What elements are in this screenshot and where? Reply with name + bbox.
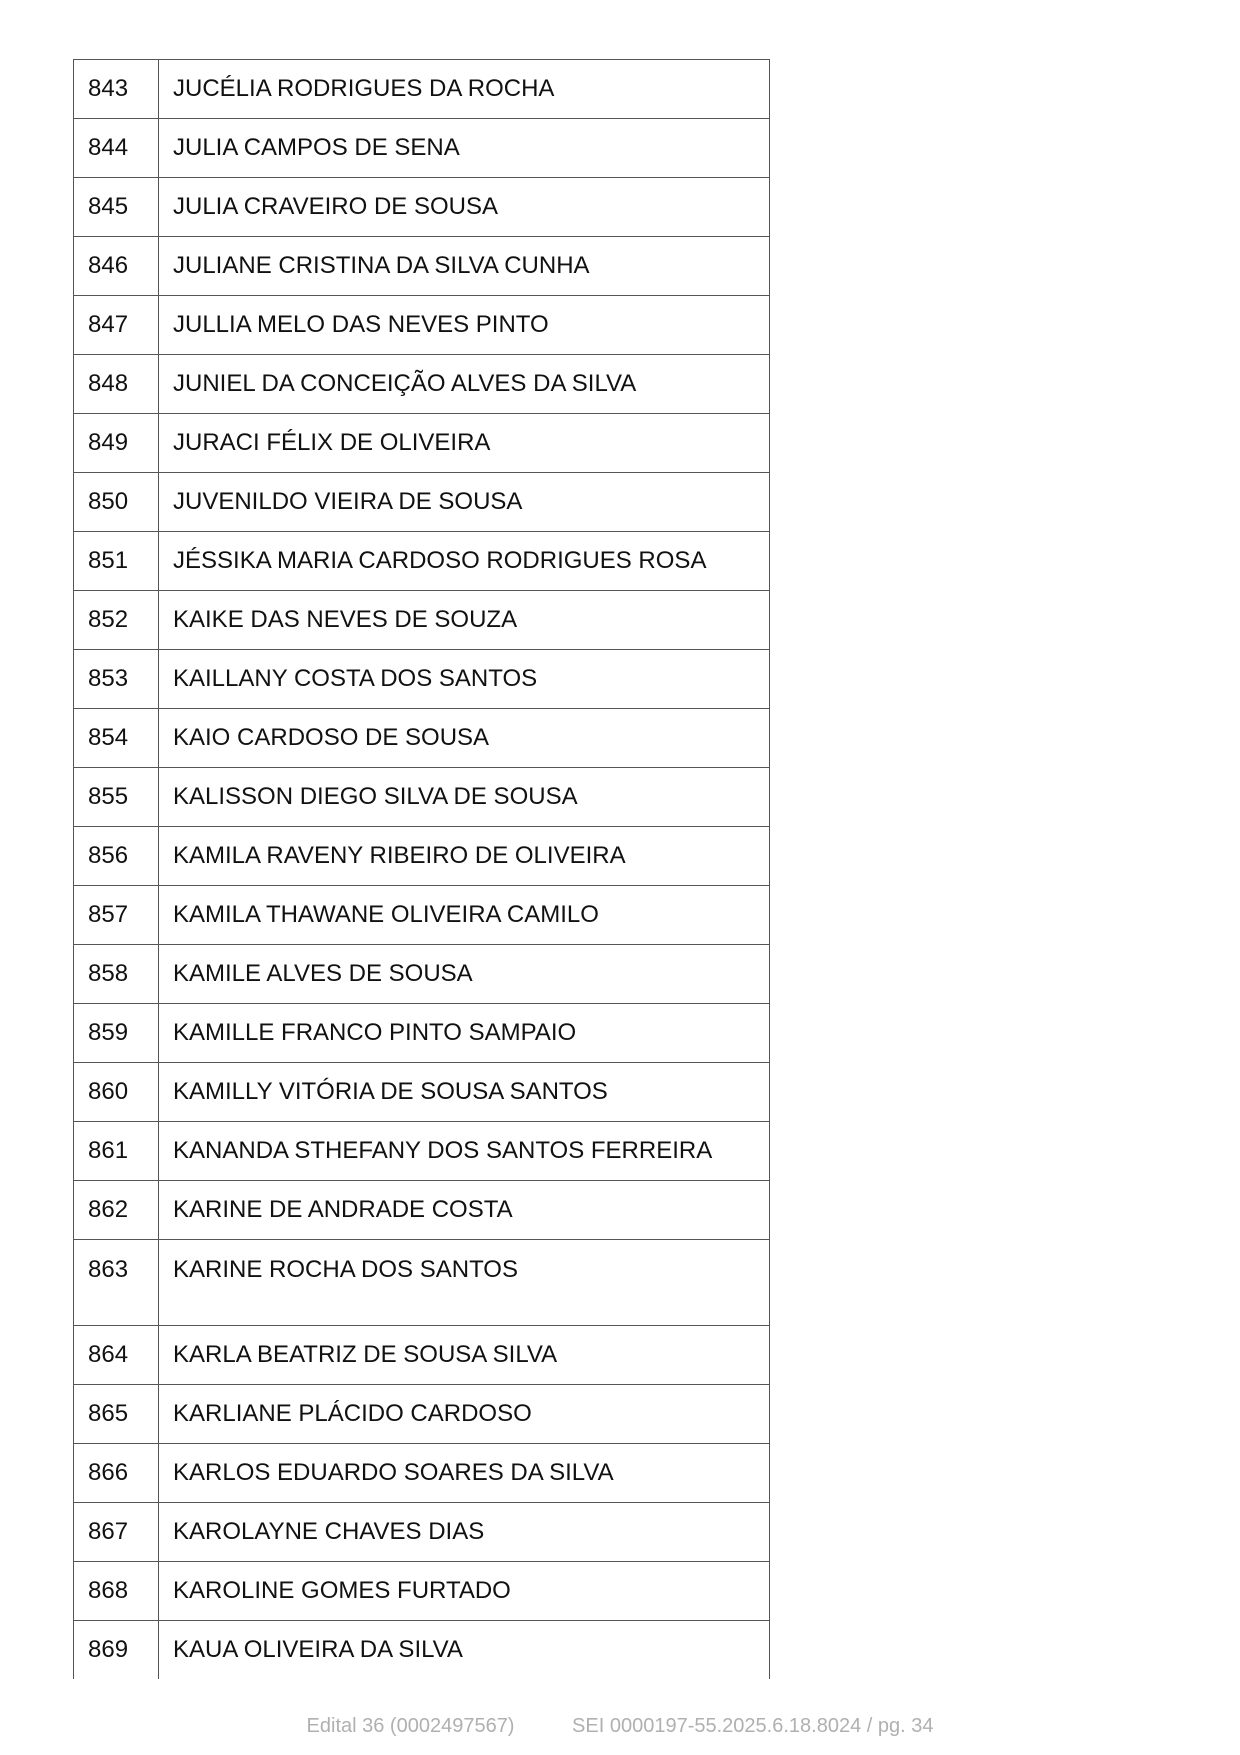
row-number: 866 — [74, 1444, 159, 1503]
table-row — [74, 1004, 770, 1063]
row-name: KAUA OLIVEIRA DA SILVA — [159, 1621, 770, 1680]
table-row — [74, 1240, 770, 1326]
table-row — [74, 709, 770, 768]
row-name: KAROLAYNE CHAVES DIAS — [159, 1503, 770, 1562]
row-number: 860 — [74, 1063, 159, 1122]
table-row — [74, 1444, 770, 1503]
row-number: 846 — [74, 237, 159, 296]
table-row — [74, 591, 770, 650]
footer-process-page: SEI 0000197-55.2025.6.18.8024 / pg. 34 — [572, 1715, 934, 1737]
row-number: 843 — [74, 60, 159, 119]
row-number: 856 — [74, 827, 159, 886]
row-number: 868 — [74, 1562, 159, 1621]
table-row — [74, 650, 770, 709]
footer-document-id: Edital 36 (0002497567) — [306, 1715, 515, 1737]
table-row — [74, 119, 770, 178]
row-name: KAIKE DAS NEVES DE SOUZA — [159, 591, 770, 650]
row-number: 863 — [74, 1240, 159, 1326]
names-table — [73, 59, 770, 1679]
table-row — [74, 945, 770, 1004]
row-name: KAMILLE FRANCO PINTO SAMPAIO — [159, 1004, 770, 1063]
row-number: 855 — [74, 768, 159, 827]
row-name: KAMILLY VITÓRIA DE SOUSA SANTOS — [159, 1063, 770, 1122]
table-row — [74, 473, 770, 532]
row-number: 847 — [74, 296, 159, 355]
table-row — [74, 1181, 770, 1240]
row-name: KAMILA THAWANE OLIVEIRA CAMILO — [159, 886, 770, 945]
table-row — [74, 1326, 770, 1385]
row-name: JUNIEL DA CONCEIÇÃO ALVES DA SILVA — [159, 355, 770, 414]
table-row — [74, 1122, 770, 1181]
row-number: 869 — [74, 1621, 159, 1680]
table-row — [74, 237, 770, 296]
table-row — [74, 296, 770, 355]
page-footer — [0, 1715, 1240, 1738]
row-name: JÉSSIKA MARIA CARDOSO RODRIGUES ROSA — [159, 532, 770, 591]
row-name: KARLOS EDUARDO SOARES DA SILVA — [159, 1444, 770, 1503]
row-name: KAROLINE GOMES FURTADO — [159, 1562, 770, 1621]
names-table-container — [73, 59, 770, 1679]
table-row — [74, 414, 770, 473]
row-name: KALISSON DIEGO SILVA DE SOUSA — [159, 768, 770, 827]
row-name: KARINE ROCHA DOS SANTOS — [159, 1240, 770, 1326]
table-row — [74, 1503, 770, 1562]
row-name: KAMILA RAVENY RIBEIRO DE OLIVEIRA — [159, 827, 770, 886]
row-number: 851 — [74, 532, 159, 591]
table-row — [74, 178, 770, 237]
row-number: 848 — [74, 355, 159, 414]
row-name: JULIANE CRISTINA DA SILVA CUNHA — [159, 237, 770, 296]
table-row — [74, 768, 770, 827]
table-row — [74, 355, 770, 414]
table-row — [74, 1562, 770, 1621]
row-name: JURACI FÉLIX DE OLIVEIRA — [159, 414, 770, 473]
row-number: 854 — [74, 709, 159, 768]
row-name: KANANDA STHEFANY DOS SANTOS FERREIRA — [159, 1122, 770, 1181]
row-name: KARINE DE ANDRADE COSTA — [159, 1181, 770, 1240]
table-row — [74, 60, 770, 119]
row-name: KAMILE ALVES DE SOUSA — [159, 945, 770, 1004]
row-number: 852 — [74, 591, 159, 650]
row-name: JUCÉLIA RODRIGUES DA ROCHA — [159, 60, 770, 119]
row-number: 845 — [74, 178, 159, 237]
table-row — [74, 827, 770, 886]
row-name: KARLIANE PLÁCIDO CARDOSO — [159, 1385, 770, 1444]
row-number: 867 — [74, 1503, 159, 1562]
table-row — [74, 1385, 770, 1444]
table-row — [74, 532, 770, 591]
row-number: 853 — [74, 650, 159, 709]
row-name: KARLA BEATRIZ DE SOUSA SILVA — [159, 1326, 770, 1385]
row-number: 861 — [74, 1122, 159, 1181]
row-name: JULIA CAMPOS DE SENA — [159, 119, 770, 178]
row-number: 858 — [74, 945, 159, 1004]
row-number: 864 — [74, 1326, 159, 1385]
row-name: JULLIA MELO DAS NEVES PINTO — [159, 296, 770, 355]
row-name: JULIA CRAVEIRO DE SOUSA — [159, 178, 770, 237]
row-name: KAILLANY COSTA DOS SANTOS — [159, 650, 770, 709]
table-row — [74, 886, 770, 945]
row-number: 859 — [74, 1004, 159, 1063]
table-row — [74, 1063, 770, 1122]
row-number: 849 — [74, 414, 159, 473]
row-number: 865 — [74, 1385, 159, 1444]
table-row — [74, 1621, 770, 1680]
row-name: KAIO CARDOSO DE SOUSA — [159, 709, 770, 768]
row-number: 844 — [74, 119, 159, 178]
row-number: 862 — [74, 1181, 159, 1240]
row-number: 857 — [74, 886, 159, 945]
row-number: 850 — [74, 473, 159, 532]
row-name: JUVENILDO VIEIRA DE SOUSA — [159, 473, 770, 532]
